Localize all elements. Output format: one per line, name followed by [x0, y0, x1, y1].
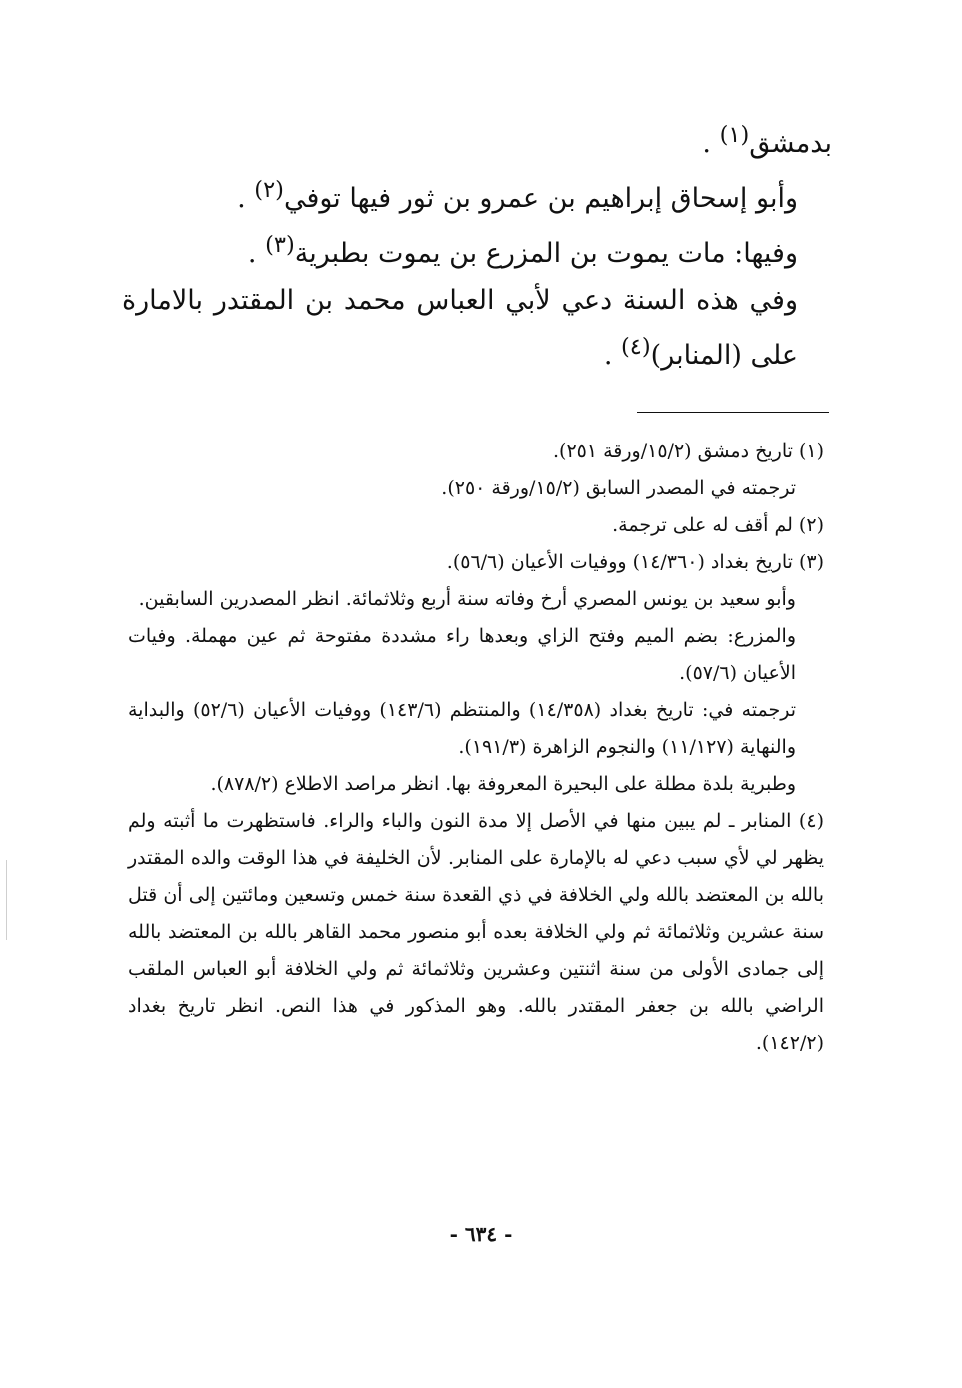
footnote-3-paragraph-3: ترجمته في: تاريخ بغداد (١٤/٣٥٨) والمنتظم (١٤٣/٦) ووفيات الأعيان (٥٢/٦) والبداية والنهاية (١١/١٢٧) والنجوم الزاهرة (١٩١/٣). [128, 699, 796, 758]
footnote-ref-1: (١) [719, 122, 750, 148]
footnote-1-detail: ترجمته في المصدر السابق (١٥/٢/ورقة ٢٥٠). [441, 477, 796, 499]
footnote-3-paragraph-1: وأبو سعيد بن يونس المصري أرخ وفاته سنة أربع وثلاثمائة. انظر المصدرين السابقين. [138, 588, 796, 610]
footnote-3: (٣) تاريخ بغداد (١٤/٣٦٠) ووفيات الأعيان (٥٦/٦). [446, 551, 824, 573]
footnote-divider [637, 412, 829, 413]
line-end-mark: . [247, 238, 257, 269]
line-end-mark: . [237, 183, 246, 214]
footnote-3-paragraph-2: والمزرع: بضم الميم وفتح الزاي وبعدها راء مشددة مفتوحة ثم عين مهملة. وفيات الأعيان (٥٧/٦). [128, 625, 796, 684]
main-text-block [122, 112, 832, 379]
main-line-2 [122, 167, 832, 222]
footnotes-block [128, 433, 824, 1062]
footnote-ref-2: (٢) [254, 177, 284, 203]
footnote-ref-4: (٤) [621, 334, 651, 360]
main-line-4-text: وفي هذه السنة دعي لأبي العباس محمد بن المقتدر بالامارة على (المنابر) [122, 285, 798, 371]
page-number: - ٦٣٤ - [449, 1222, 513, 1246]
scan-edge-mark [6, 860, 7, 940]
footnote-4: (٤) المنابر ـ لم يبين منها في الأصل إلا مدة النون والباء والراء. فاستظهرت ما أثبته ولم يظهر لي لأي سبب دعي له بالإمارة على المنابر. لأن الخليفة في هذا الوقت والده المقتدر بالله بن المعتضد بالله ولي الخلافة في ذي القعدة سنة خمس وتسعين ومائتين إلى أن قتل سنة عشرين وثلاثمائة ثم ولي الخلافة بعده أبو منصور محمد القاهر بالله بن المعتضد بالله إلى جمادى الأولى من سنة اثنتين وعشرين وثلاثمائة ثم ولي الخلافة أبو العباس الملقب الراضي بالله بن جعفر المقتدر بالله. وهو المذكور في هذا النص. انظر تاريخ بغداد (١٤٢/٢). [128, 810, 824, 1054]
main-line-1 [122, 112, 832, 167]
footnote-2: (٢) لم أقف له على ترجمة. [612, 514, 824, 536]
footnote-ref-3: (٣) [265, 232, 295, 258]
main-line-1-text: بدمشق [749, 128, 832, 159]
main-line-4 [122, 277, 832, 379]
footnote-1: (١) تاريخ دمشق (١٥/٢/ورقة ٢٥١). [553, 440, 824, 462]
line-end-mark: . [702, 128, 711, 159]
main-line-3 [122, 222, 832, 277]
main-line-2-text: وأبو إسحاق إبراهيم بن عمرو بن ثور فيها توفي [283, 183, 798, 214]
line-end-mark: . [603, 340, 613, 371]
footnote-3-paragraph-4: وطبرية بلدة مطلة على البحيرة المعروفة بها. انظر مراصد الاطلاع (٨٧٨/٢). [210, 773, 796, 795]
main-line-3-text: وفيها: مات يموت بن المزرع بن يموت بطبرية [294, 238, 798, 269]
